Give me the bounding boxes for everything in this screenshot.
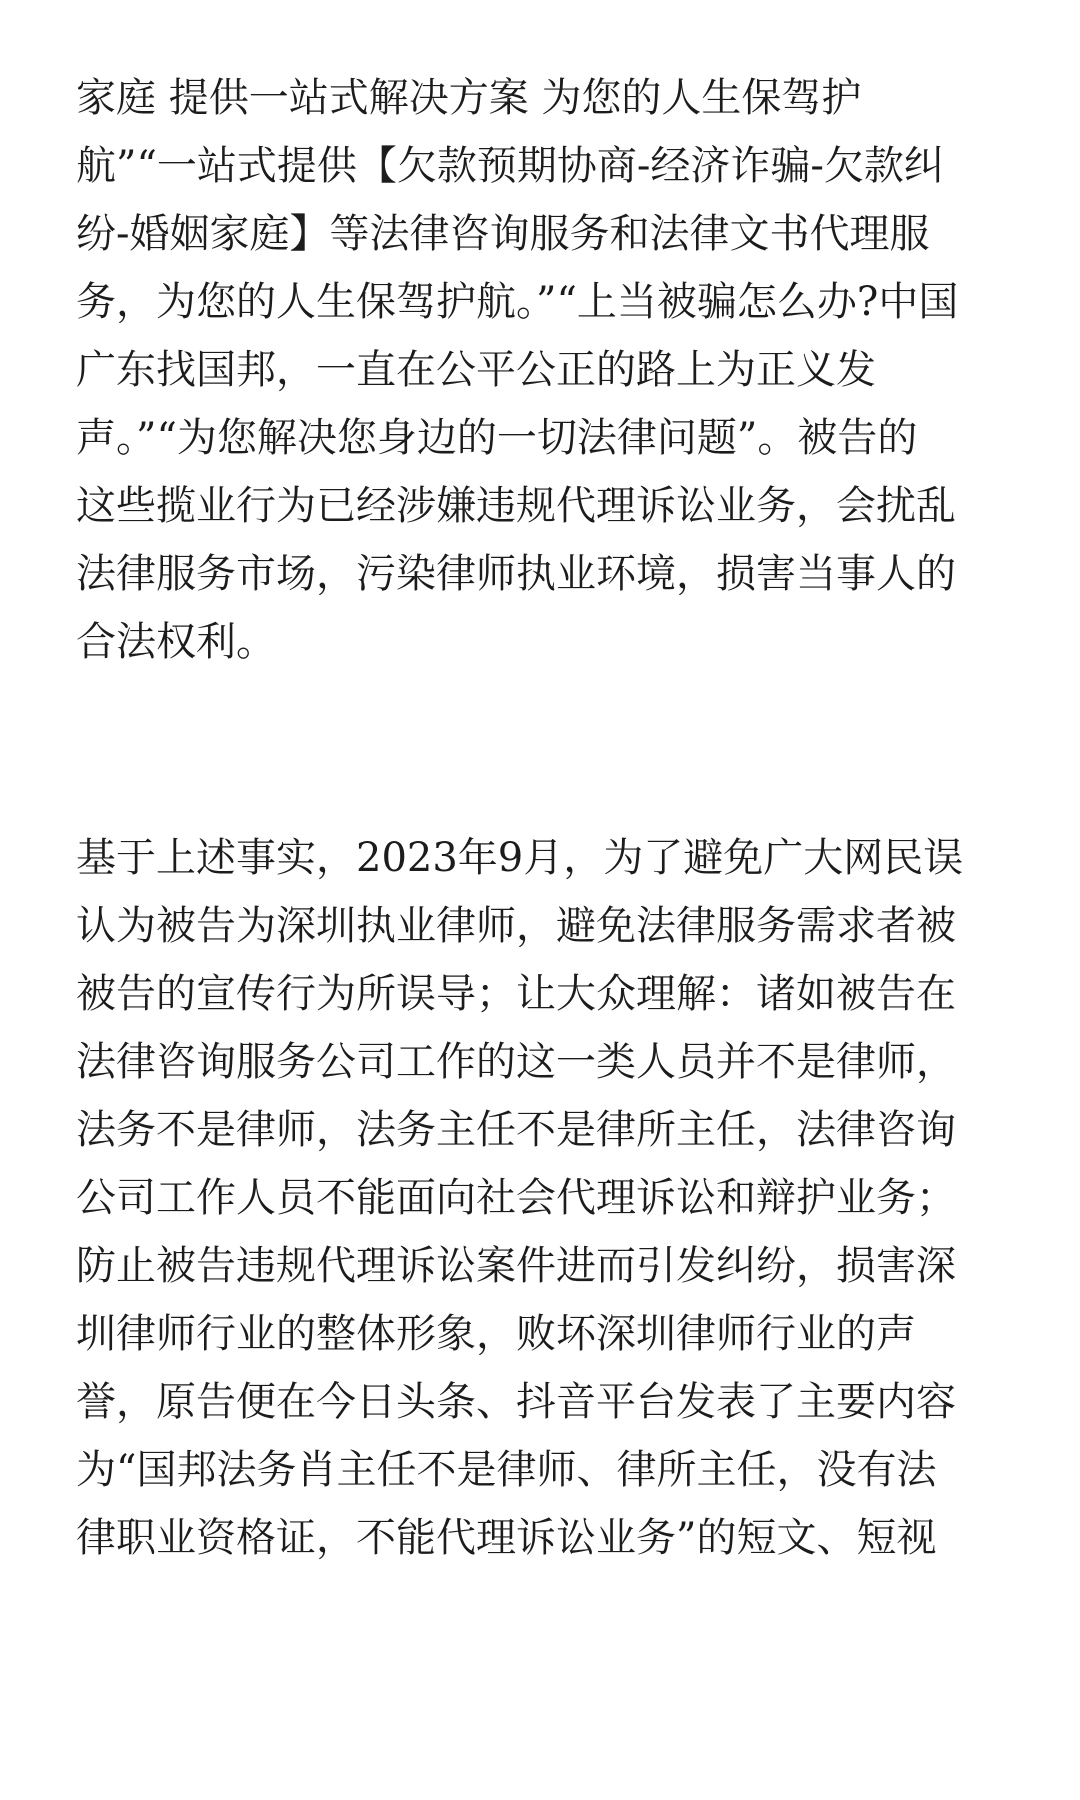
paragraph-line: 广东找国邦，一直在公平公正的路上为正义发 <box>76 347 876 393</box>
paragraph-line: 航”“一站式提供【欠款预期协商-经济诈骗-欠款纠 <box>76 143 944 189</box>
paragraph-line: 誉，原告便在今日头条、抖音平台发表了主要内容 <box>76 1379 956 1425</box>
paragraph-line: 纷-婚姻家庭】等法律咨询服务和法律文书代理服 <box>76 211 930 257</box>
paragraph-line: 被告的宣传行为所误导；让大众理解：诸如被告在 <box>76 971 956 1017</box>
paragraph-line: 防止被告违规代理诉讼案件进而引发纠纷，损害深 <box>76 1243 956 1289</box>
paragraph-line: 为“国邦法务肖主任不是律师、律所主任，没有法 <box>76 1447 937 1493</box>
paragraph-line: 务，为您的人生保驾护航。”“上当被骗怎么办?中国 <box>76 279 959 325</box>
paragraph-line: 认为被告为深圳执业律师，避免法律服务需求者被 <box>76 903 956 949</box>
paragraph-line: 法律咨询服务公司工作的这一类人员并不是律师， <box>76 1039 956 1085</box>
paragraph-line: 基于上述事实，2023年9月，为了避免广大网民误 <box>76 835 964 881</box>
paragraph-line: 声。”“为您解决您身边的一切法律问题”。被告的 <box>76 415 918 461</box>
paragraph-line: 这些揽业行为已经涉嫌违规代理诉讼业务，会扰乱 <box>76 483 956 529</box>
paragraph-line: 法律服务市场，污染律师执业环境，损害当事人的 <box>76 551 956 597</box>
paragraph-line: 合法权利。 <box>76 619 276 665</box>
paragraph-line: 家庭 提供一站式解决方案 为您的人生保驾护 <box>76 75 862 121</box>
paragraph-line: 圳律师行业的整体形象，败坏深圳律师行业的声 <box>76 1311 916 1357</box>
paragraph-line: 律职业资格证，不能代理诉讼业务”的短文、短视 <box>76 1515 937 1561</box>
paragraph-line: 公司工作人员不能面向社会代理诉讼和辩护业务； <box>76 1175 956 1221</box>
paragraph-line: 法务不是律师，法务主任不是律所主任，法律咨询 <box>76 1107 956 1153</box>
